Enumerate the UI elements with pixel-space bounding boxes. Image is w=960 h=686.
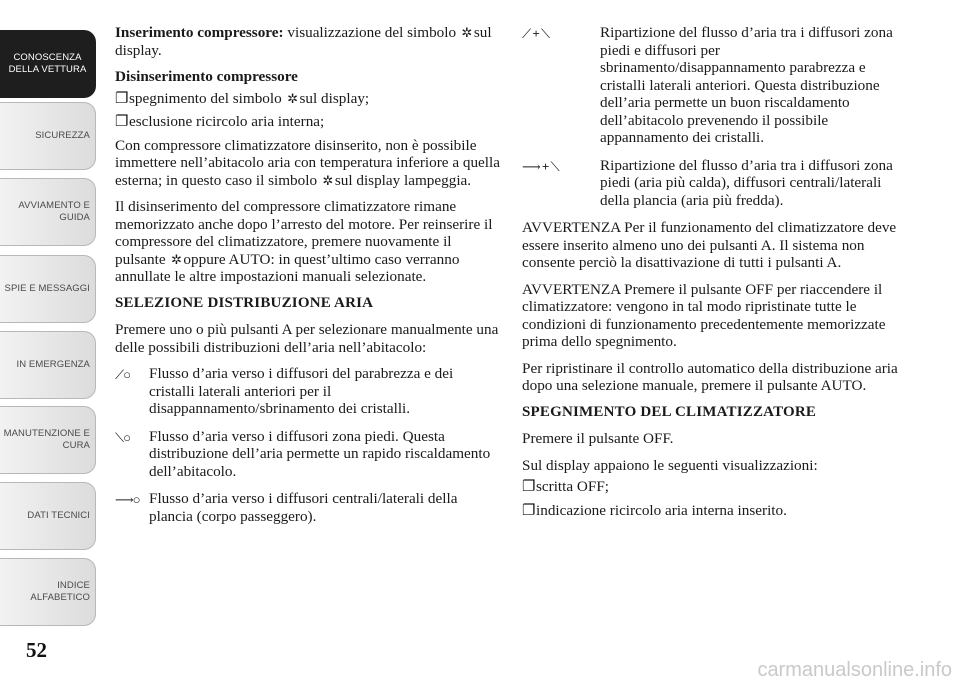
feet-windscreen-flow-icon: ⟋ + ⟍	[522, 26, 550, 41]
list-item	[522, 478, 902, 496]
page-number: 52	[26, 638, 47, 662]
paragraph	[115, 137, 500, 190]
tab-avviamento-guida[interactable]	[0, 178, 96, 246]
section-heading: SPEGNIMENTO DEL CLIMATIZZATORE	[522, 403, 817, 420]
text: sul display.	[115, 24, 492, 59]
feet-dashboard-flow-icon: ⟶ + ⟍	[522, 158, 559, 174]
text	[129, 90, 369, 108]
square-bullet-icon: ❐	[115, 89, 129, 107]
tab-label: DATI TECNICI	[27, 510, 90, 521]
paragraph: Per ripristinare il controllo automatico della distribuzione aria dopo una selezione manuale, premere il pulsante AUTO.	[522, 359, 898, 394]
snowflake-icon: ✲	[170, 251, 182, 267]
square-bullet-icon: ❐	[522, 501, 536, 519]
paragraph-inserimento	[115, 24, 500, 59]
tab-label: AVVIAMENTO E GUIDA	[18, 200, 90, 223]
tab-indice-alfabetico[interactable]	[0, 558, 96, 626]
tab-sicurezza[interactable]	[0, 102, 96, 170]
tab-label: MANUTENZIONE E CURA	[3, 428, 90, 451]
snowflake-icon: ✲	[461, 25, 473, 40]
text: spegnimento del simbolo	[129, 89, 286, 107]
warning-paragraph: AVVERTENZA Per il funzionamento del climatizzatore deve essere inserito almeno uno dei pulsanti A. Il sistema non consente perciò la disattivazione di tutti i pulsanti A.	[522, 219, 897, 271]
text: Ripartizione del flusso d’aria tra i diffusori zona piedi (aria più calda), diffusori centrali/laterali della plancia (aria più fredda).	[600, 156, 893, 209]
paragraph: Premere il pulsante OFF.	[522, 430, 674, 447]
paragraph: Sul display appaiono le seguenti visualizzazioni:	[522, 456, 818, 474]
text: Flusso d’aria verso i diffusori centrali/laterali della plancia (corpo passeggero).	[149, 490, 458, 525]
text: oppure AUTO: in quest’ultimo caso verranno annullate le altre impostazioni manuali selezionate.	[115, 250, 460, 285]
text: Flusso d’aria verso i diffusori zona piedi. Questa distribuzione dell’aria permette un rapido riscaldamento dell’abitacolo.	[149, 427, 491, 480]
tab-conoscenza-vettura[interactable]	[0, 30, 96, 98]
tab-manutenzione-cura[interactable]	[0, 406, 96, 474]
windscreen-flow-icon: ⟋○	[115, 367, 130, 382]
paragraph: Premere uno o più pulsanti A per selezionare manualmente una delle possibili distribuzioni dell’aria nell’abitacolo:	[115, 321, 499, 356]
tab-label: INDICE ALFABETICO	[30, 580, 90, 603]
section-heading: SELEZIONE DISTRIBUZIONE ARIA	[115, 294, 374, 311]
text: indicazione ricircolo aria interna inserito.	[536, 501, 787, 519]
warning-paragraph: AVVERTENZA Premere il pulsante OFF per riaccendere il climatizzatore: vengono in tal modo ripristinate tutte le condizioni di funzionamento precedentemente memorizzate prima dello spegnimento.	[522, 280, 886, 350]
right-column	[522, 24, 902, 525]
square-bullet-icon: ❐	[522, 478, 536, 495]
label-inserimento: Inserimento compressore:	[115, 24, 284, 41]
text: Con compressore climatizzatore disinserito, non è possibile immettere nell’abitacolo aria con temperatura inferiore a quella esterna; in questo caso il simbolo	[115, 136, 500, 189]
text: Flusso d’aria verso i diffusori del parabrezza e dei cristalli laterali anteriori per il disappannamento/sbrinamento dei cristalli.	[149, 365, 454, 417]
list-item	[115, 90, 500, 108]
text: Ripartizione del flusso d’aria tra i diffusori zona piedi e diffusori per sbrinamento/disappannamento parabrezza e cristalli laterali anteriori. Questa distribuzione dell’aria permette un buon riscaldamento dell’abitacolo prevenendo il possibile appannamento dei cristalli.	[600, 24, 893, 146]
snowflake-icon: ✲	[287, 90, 298, 106]
list-item	[115, 113, 500, 131]
tab-label: SICUREZZA	[35, 130, 90, 141]
tab-spie-messaggi[interactable]	[0, 255, 96, 323]
flow-item-feet	[115, 428, 500, 481]
text: Il disinserimento del compressore climatizzatore rimane memorizzato anche dopo l’arresto del motore. Per reinserire il compressore del climatizzatore, premere nuovamente il pulsante	[115, 198, 493, 268]
tab-label: IN EMERGENZA	[16, 359, 90, 370]
flow-item-dashboard	[115, 490, 500, 525]
list-item	[522, 502, 902, 520]
plus-sign: +	[532, 26, 539, 41]
tab-label: CONOSCENZA DELLA VETTURA	[8, 52, 87, 75]
text: visualizzazione del simbolo	[283, 24, 460, 41]
paragraph	[115, 198, 500, 286]
label-disinserimento: Disinserimento compressore	[115, 68, 298, 85]
text: sul display lampeggia.	[334, 171, 472, 189]
text: scritta OFF;	[536, 478, 609, 495]
flow-item-windscreen	[115, 365, 500, 418]
flow-item-feet-dashboard	[522, 157, 902, 210]
square-bullet-icon: ❐	[115, 113, 129, 130]
dashboard-flow-icon: ⟶○	[115, 492, 140, 507]
tab-in-emergenza[interactable]	[0, 331, 96, 399]
feet-flow-icon: ⟍○	[115, 429, 130, 445]
text: esclusione ricircolo aria interna;	[129, 113, 325, 130]
left-column	[115, 24, 500, 535]
snowflake-icon: ✲	[322, 172, 334, 188]
sidebar-tabs	[0, 0, 100, 640]
tab-dati-tecnici[interactable]	[0, 482, 96, 550]
watermark: carmanualsonline.info	[757, 659, 952, 681]
tab-label: SPIE E MESSAGGI	[4, 283, 90, 294]
text: sul display;	[299, 89, 370, 107]
flow-item-feet-windscreen	[522, 24, 902, 147]
plus-sign: +	[541, 158, 549, 174]
